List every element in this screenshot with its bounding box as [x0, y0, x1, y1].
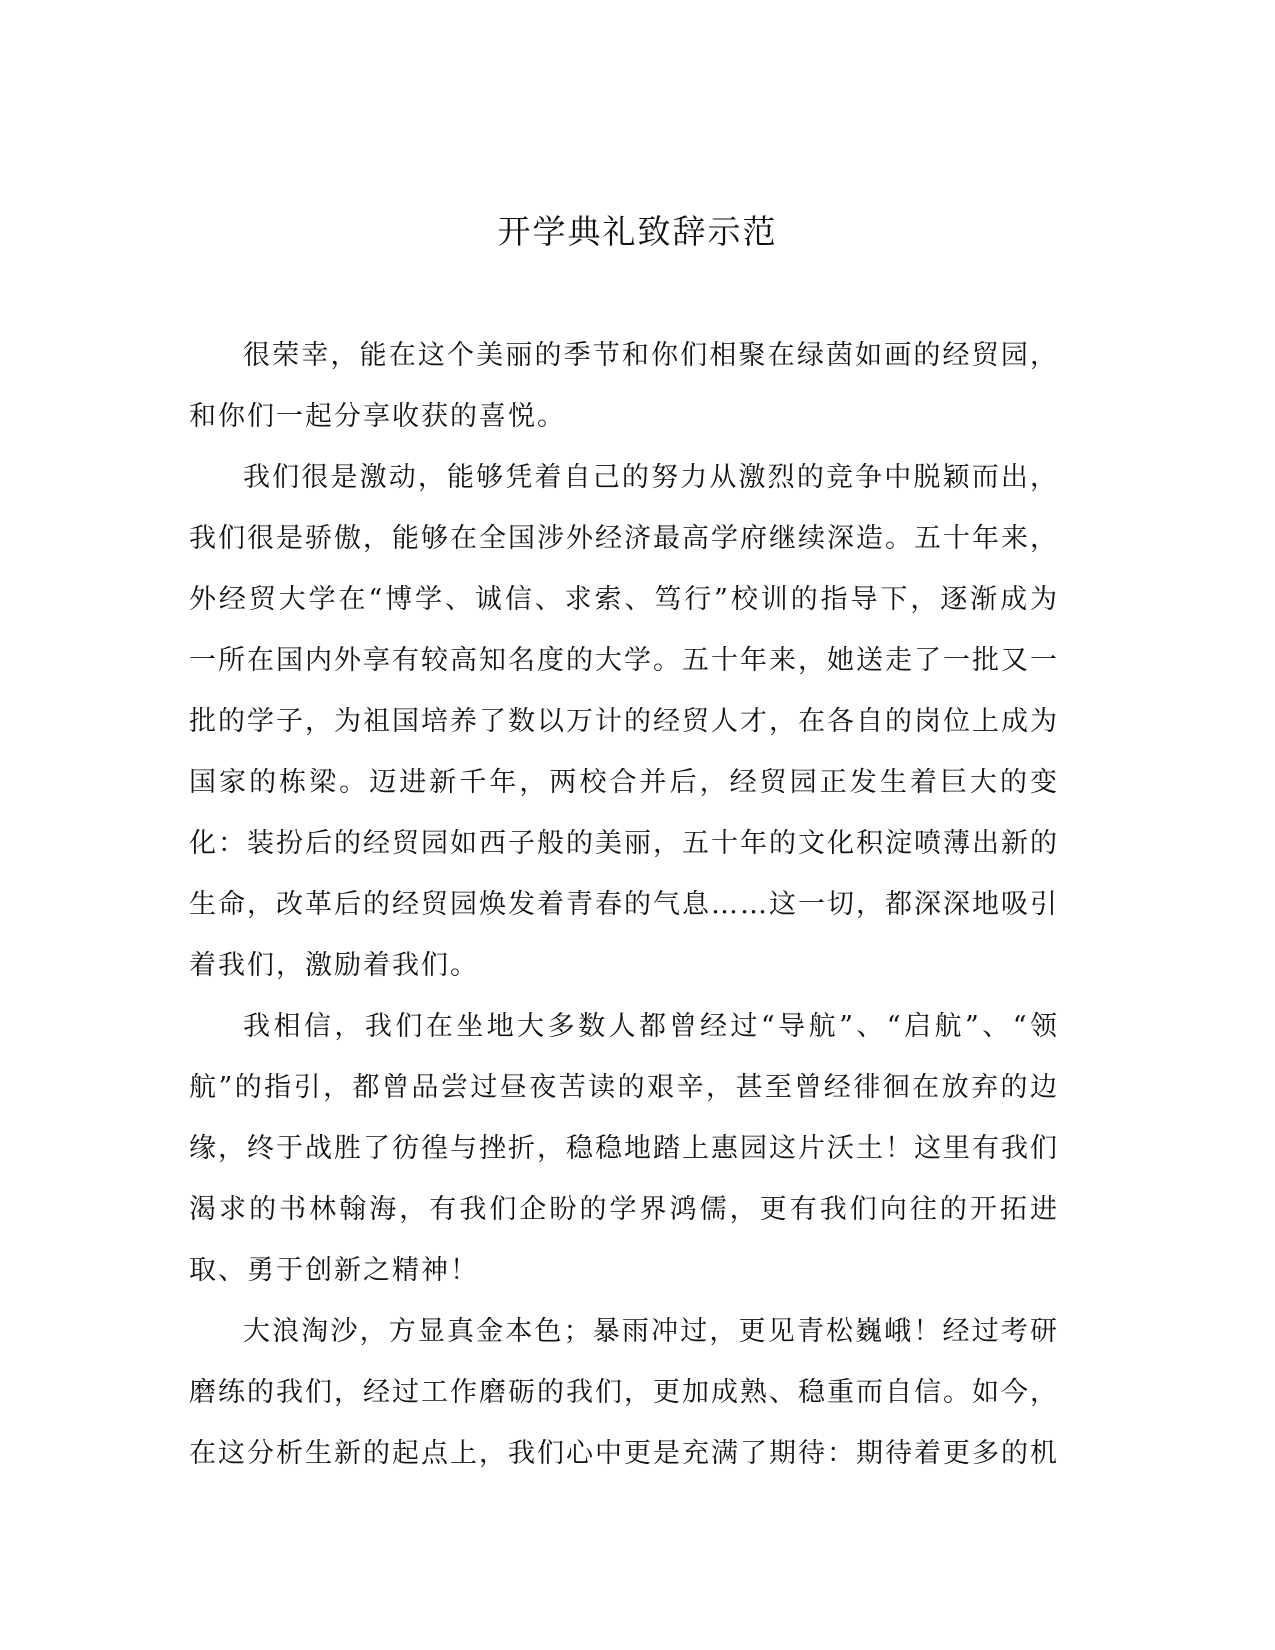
paragraph-3: 我相信，我们在坐地大多数人都曾经过“导航”、“启航”、“领航”的指引，都曾品尝过昼夜苦读的艰辛，甚至曾经徘徊在放弃的边缘，终于战胜了彷徨与挫折，稳稳地踏上惠园这片沃土！这里有我们渴求的书林翰海，有我们企盼的学界鸿儒，更有我们向往的开拓进取、勇于创新之精神！ [189, 1011, 1059, 1286]
paragraph-2: 我们很是激动，能够凭着自己的努力从激烈的竞争中脱颖而出，我们很是骄傲，能够在全国涉外经济最高学府继续深造。五十年来，外经贸大学在“博学、诚信、求索、笃行”校训的指导下，逐渐成为一所在国内外享有较高知名度的大学。五十年来，她送走了一批又一批的学子，为祖国培养了数以万计的经贸人才，在各自的岗位上成为国家的栋梁。迈进新千年，两校合并后，经贸园正发生着巨大的变化：装扮后的经贸园如西子般的美丽，五十年的文化积淀喷薄出新的生命，改革后的经贸园焕发着青春的气息……这一切，都深深地吸引着我们，激励着我们。 [189, 462, 1059, 981]
document-title: 开学典礼致辞示范 [497, 212, 778, 251]
document-body [189, 325, 1059, 1484]
paragraph-4: 大浪淘沙，方显真金本色；暴雨冲过，更见青松巍峨！经过考研磨练的我们，经过工作磨砺的我们，更加成熟、稳重而自信。如今，在这分析生新的起点上，我们心中更是充满了期待：期待着更多的机 [189, 1316, 1059, 1469]
paragraph-1: 很荣幸，能在这个美丽的季节和你们相聚在绿茵如画的经贸园，和你们一起分享收获的喜悦。 [189, 340, 1059, 432]
